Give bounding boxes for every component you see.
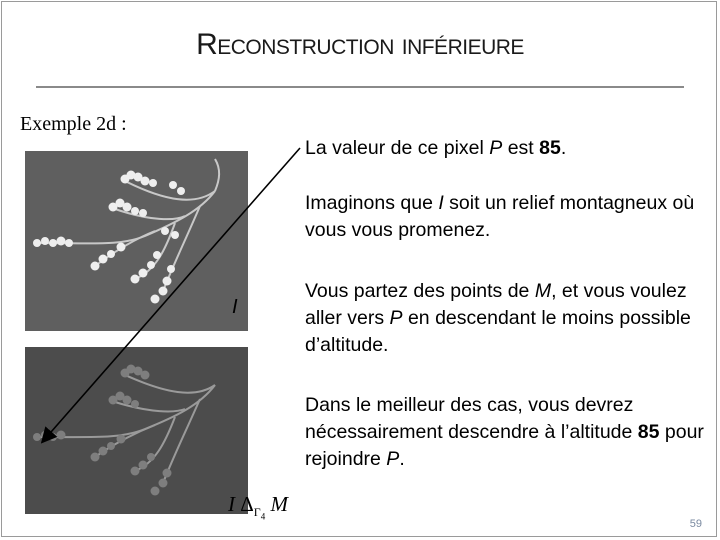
p3-text: Vous partez des points de [305, 280, 535, 302]
arrow-line [44, 148, 300, 440]
p3-text: , et vous voulez aller vers [305, 280, 687, 329]
p4-text: . [399, 448, 405, 470]
value-85: 85 [539, 137, 561, 159]
formula-gamma: Γ [253, 505, 261, 520]
p2-text: Imaginons que [305, 192, 439, 214]
p1-text: La valeur de ce pixel [305, 137, 490, 159]
var-p: P [389, 307, 403, 329]
formula-m: M [270, 492, 288, 516]
value-85: 85 [637, 421, 660, 443]
formula-index: 4 [260, 511, 266, 522]
p4-text: pour rejoindre [305, 421, 704, 470]
var-p: P [489, 137, 503, 159]
p1-text: est [502, 137, 540, 159]
var-m: M [534, 280, 552, 302]
var-i: I [438, 192, 444, 214]
var-p: P [386, 448, 400, 470]
p1-text: . [560, 137, 567, 159]
slide-title: Reconstruction inférieure [196, 28, 524, 61]
example-label: Exemple 2d : [20, 113, 127, 135]
image-label-i: I [232, 296, 238, 318]
p4-text: Dans le meilleur des cas, vous devrez nécessairement descendre à l’altitude [305, 394, 638, 443]
formula-delta: Δ [240, 492, 254, 516]
formula-i: I [228, 492, 235, 516]
page-number: 59 [689, 518, 702, 530]
p2-text: soit un relief montagneux où vous vous promenez. [305, 192, 695, 241]
p3-text: en descendant le moins possible d’altitude. [305, 307, 691, 356]
